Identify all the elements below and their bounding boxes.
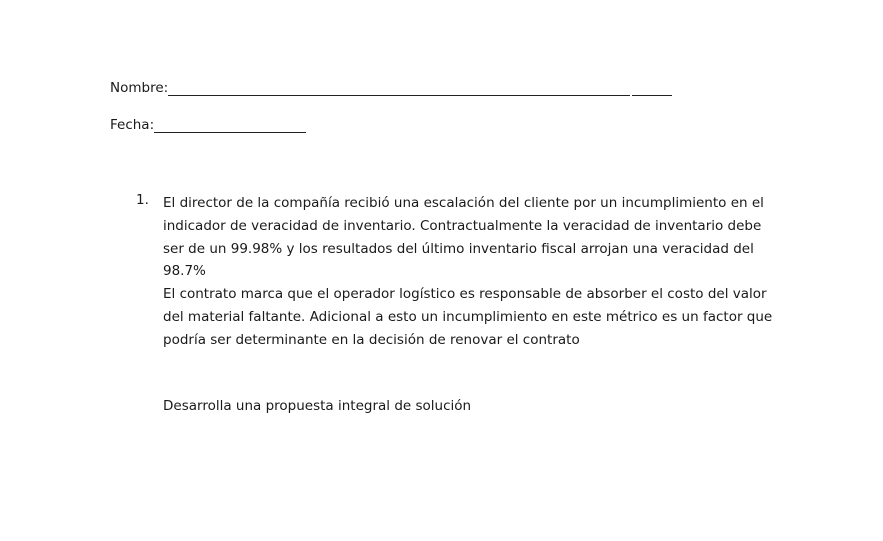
question-line: El contrato marca que el operador logístico es responsable de absorber el costo del valor xyxy=(163,286,767,303)
question-line: indicador de veracidad de inventario. Contractualmente la veracidad de inventario debe xyxy=(163,217,762,234)
name-label: Nombre: xyxy=(110,80,169,96)
name-field[interactable] xyxy=(110,80,672,96)
name-blank-line-tail[interactable] xyxy=(632,81,672,96)
question-line: ser de un 99.98% y los resultados del último inventario fiscal arrojan una veracidad del xyxy=(163,240,754,257)
question-number: 1. xyxy=(136,192,149,208)
question-line: del material faltante. Adicional a esto un incumplimiento en este métrico es un factor que xyxy=(163,308,773,325)
date-label: Fecha: xyxy=(110,117,155,133)
date-field[interactable] xyxy=(110,117,306,133)
name-blank-line[interactable] xyxy=(168,81,630,96)
question-line: El director de la compañía recibió una escalación del cliente por un incumplimiento en el xyxy=(163,195,764,211)
question-line: 98.7% xyxy=(163,263,206,280)
question-text xyxy=(163,192,783,352)
question-line: podría ser determinante en la decisión de renovar el contrato xyxy=(163,331,580,348)
date-blank-line[interactable] xyxy=(154,118,306,133)
instruction-text: Desarrolla una propuesta integral de solución xyxy=(163,398,472,414)
